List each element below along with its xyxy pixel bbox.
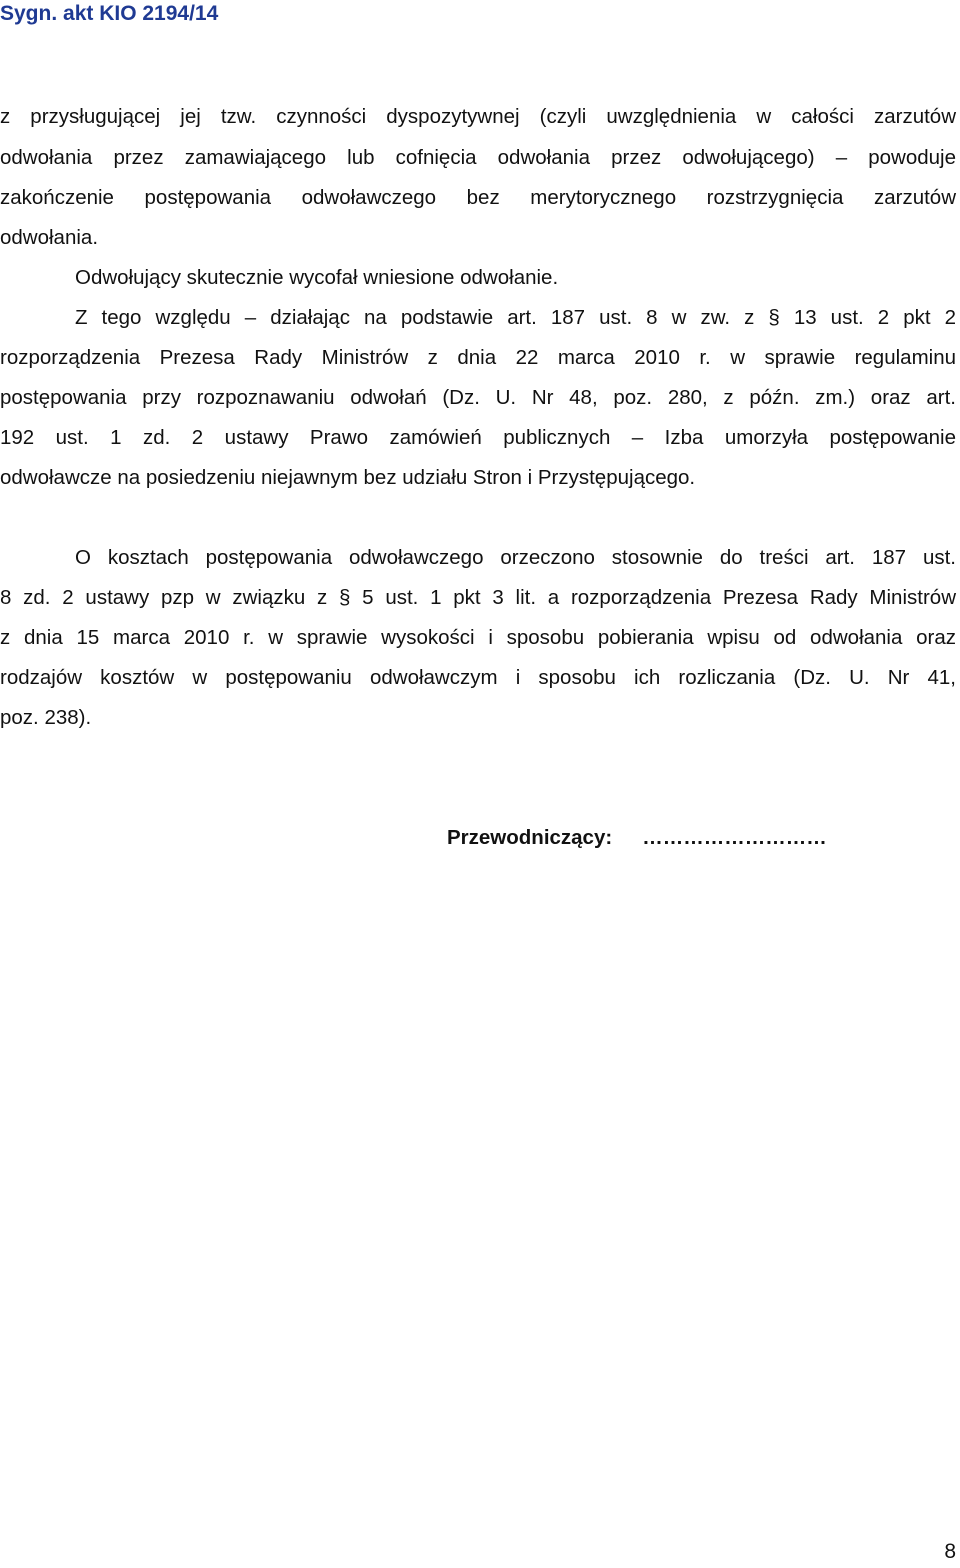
paragraph-3-line-3: postępowania przy rozpoznawaniu odwołań (Dz. U. Nr 48, poz. 280, z późn. zm.) oraz art. xyxy=(0,386,956,409)
paragraph-4-line-1: O kosztach postępowania odwoławczego orzeczono stosownie do treści art. 187 ust. xyxy=(75,546,956,569)
signature-dots: ……………………… xyxy=(642,826,827,849)
paragraph-1-line-3: zakończenie postępowania odwoławczego bez merytorycznego rozstrzygnięcia zarzutów xyxy=(0,186,956,209)
paragraph-1-line-2: odwołania przez zamawiającego lub cofnięcia odwołania przez odwołującego) – powoduje xyxy=(0,146,956,169)
paragraph-2-line-1: Odwołujący skutecznie wycofał wniesione odwołanie. xyxy=(75,266,559,289)
paragraph-4-line-5: poz. 238). xyxy=(0,706,92,729)
paragraph-3-line-5: odwoławcze na posiedzeniu niejawnym bez udziału Stron i Przystępującego. xyxy=(0,466,696,489)
case-reference: Sygn. akt KIO 2194/14 xyxy=(0,2,219,25)
page-number: 8 xyxy=(944,1540,956,1563)
paragraph-3-line-4: 192 ust. 1 zd. 2 ustawy Prawo zamówień publicznych – Izba umorzyła postępowanie xyxy=(0,426,956,449)
paragraph-4-line-3: z dnia 15 marca 2010 r. w sprawie wysokości i sposobu pobierania wpisu od odwołania oraz xyxy=(0,626,956,649)
paragraph-4-line-2: 8 zd. 2 ustawy pzp w związku z § 5 ust. 1 pkt 3 lit. a rozporządzenia Prezesa Rady Ministrów xyxy=(0,586,956,609)
paragraph-3-line-2: rozporządzenia Prezesa Rady Ministrów z dnia 22 marca 2010 r. w sprawie regulaminu xyxy=(0,346,956,369)
paragraph-1-line-4: odwołania. xyxy=(0,226,99,249)
paragraph-3-line-1: Z tego względu – działając na podstawie art. 187 ust. 8 w zw. z § 13 ust. 2 pkt 2 xyxy=(75,306,956,329)
signature-block xyxy=(447,826,827,850)
paragraph-4-line-4: rodzajów kosztów w postępowaniu odwoławczym i sposobu ich rozliczania (Dz. U. Nr 41, xyxy=(0,666,956,689)
paragraph-1-line-1: z przysługującej jej tzw. czynności dyspozytywnej (czyli uwzględnienia w całości zarzutów xyxy=(0,105,956,128)
signature-label: Przewodniczący: xyxy=(447,826,613,849)
